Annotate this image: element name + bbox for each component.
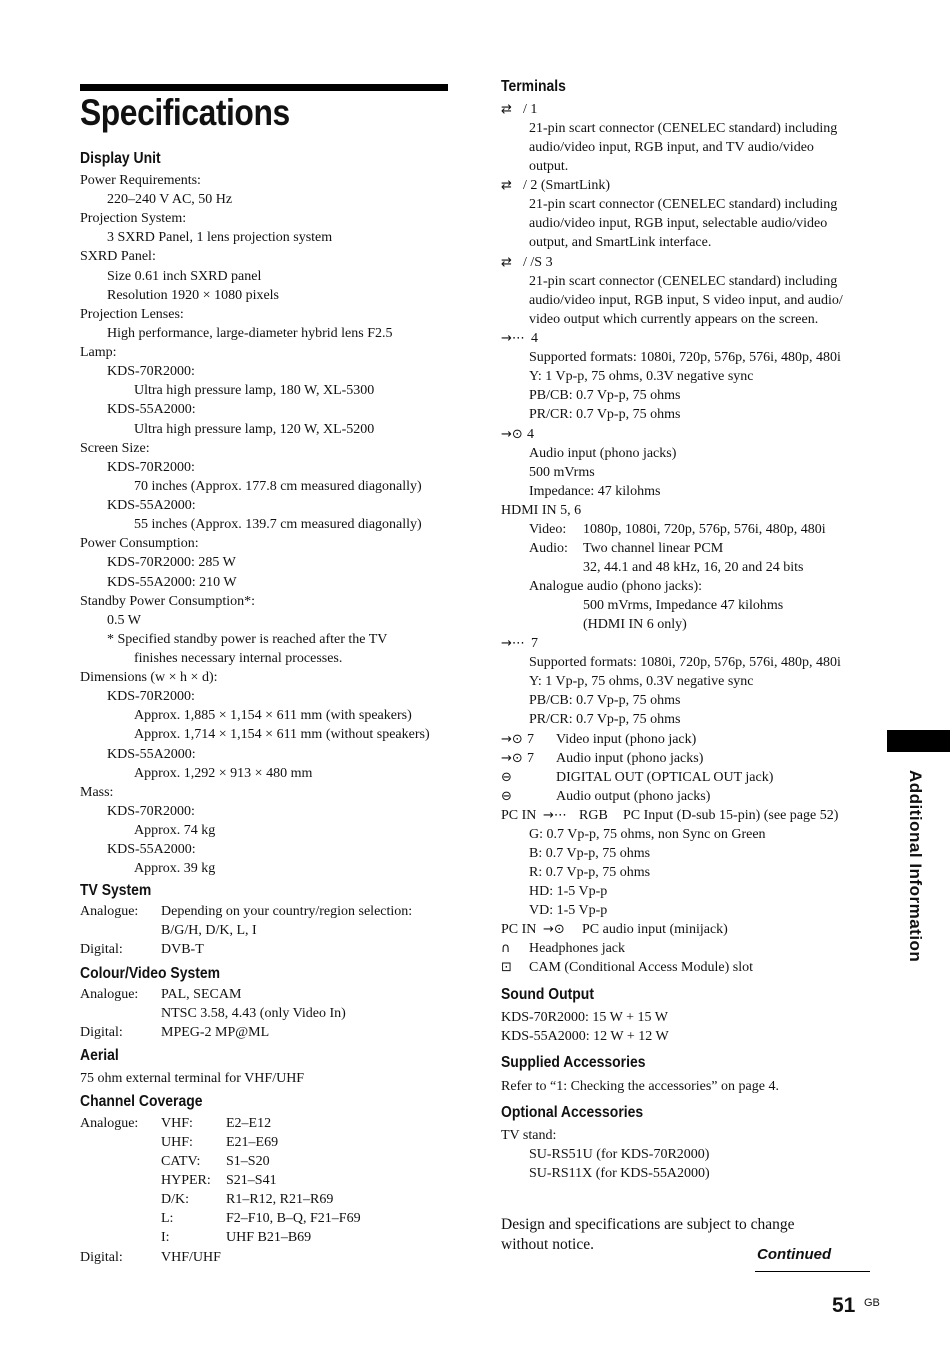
channel-band: HYPER: bbox=[161, 1173, 211, 1188]
pc-spec-line: R: 0.7 Vp-p, 75 ohms bbox=[529, 865, 651, 880]
heading-display-unit: Display Unit bbox=[80, 150, 161, 167]
scart-2-label: / 2 (SmartLink) bbox=[523, 178, 611, 193]
cv-analogue-value: PAL, SECAM bbox=[161, 987, 242, 1002]
spec-line: * Specified standby power is reached after the TV bbox=[107, 631, 388, 647]
spec-line: KDS-70R2000: bbox=[107, 364, 195, 380]
spec-line: 70 inches (Approx. 177.8 cm measured diagonally) bbox=[134, 478, 422, 494]
pc-audio-desc: PC audio input (minijack) bbox=[582, 922, 728, 937]
terminal-desc-line: 21-pin scart connector (CENELEC standard) including bbox=[529, 121, 838, 136]
spec-line: 3 SXRD Panel, 1 lens projection system bbox=[107, 230, 333, 246]
hdmi-video-value: 1080p, 1080i, 720p, 576p, 576i, 480p, 480i bbox=[583, 522, 826, 537]
scart-in-out-icon: ⇄ bbox=[501, 102, 512, 117]
spec-line: 0.5 W bbox=[107, 612, 141, 628]
spec-line: Resolution 1920 × 1080 pixels bbox=[107, 287, 280, 303]
channel-band: I: bbox=[161, 1230, 170, 1245]
spec-line: Size 0.61 inch SXRD panel bbox=[107, 268, 262, 284]
component-in-icon: →⋯ bbox=[501, 331, 525, 346]
terminal-desc-line: Y: 1 Vp-p, 75 ohms, 0.3V negative sync bbox=[529, 674, 754, 689]
heading-colour-video: Colour/Video System bbox=[80, 965, 221, 982]
channel-digital-label: Digital: bbox=[80, 1250, 123, 1265]
pc-rgb-desc: PC Input (D-sub 15-pin) (see page 52) bbox=[623, 808, 839, 823]
terminal-desc-line: audio/video input, RGB input, S video input, and audio/ bbox=[529, 293, 843, 308]
channel-range: S21–S41 bbox=[226, 1173, 277, 1188]
pc-audio-in-label: PC IN bbox=[501, 922, 537, 937]
pc-spec-line: HD: 1-5 Vp-p bbox=[529, 884, 608, 899]
hdmi-audio-value-2: 32, 44.1 and 48 kHz, 16, 20 and 24 bits bbox=[583, 560, 804, 575]
spec-line: KDS-70R2000: bbox=[107, 803, 195, 819]
page-suffix: GB bbox=[864, 1297, 880, 1309]
component-4-label: 4 bbox=[531, 331, 538, 346]
spec-line: KDS-55A2000: bbox=[107, 842, 196, 858]
scart-in-out-icon: ⇄ bbox=[501, 255, 512, 270]
supplied-text: Refer to “1: Checking the accessories” on page 4. bbox=[501, 1079, 779, 1094]
sidebar-tab bbox=[887, 730, 950, 752]
hdmi-analogue-value-2: (HDMI IN 6 only) bbox=[583, 617, 687, 632]
heading-channel-coverage: Channel Coverage bbox=[80, 1093, 203, 1110]
video-7-num: 7 bbox=[527, 732, 534, 747]
terminal-desc-line: Supported formats: 1080i, 720p, 576p, 576i, 480p, 480i bbox=[529, 655, 841, 670]
hdmi-audio-label: Audio: bbox=[529, 541, 568, 556]
cam-slot-icon: ⊡ bbox=[501, 960, 512, 975]
cv-analogue-label: Analogue: bbox=[80, 987, 139, 1002]
title-rule bbox=[80, 84, 448, 91]
terminal-desc-line: PR/CR: 0.7 Vp-p, 75 ohms bbox=[529, 712, 681, 727]
terminal-desc-line: 500 mVrms bbox=[529, 465, 595, 480]
channel-band: VHF: bbox=[161, 1116, 193, 1131]
spec-line: Ultra high pressure lamp, 120 W, XL-5200 bbox=[134, 421, 375, 437]
heading-tv-system: TV System bbox=[80, 882, 152, 899]
page-number: 51 bbox=[832, 1294, 856, 1317]
optional-line-3: SU-RS11X (for KDS-55A2000) bbox=[529, 1166, 710, 1181]
heading-aerial: Aerial bbox=[80, 1047, 119, 1064]
terminal-desc-line: PB/CB: 0.7 Vp-p, 75 ohms bbox=[529, 388, 681, 403]
audio-out-desc: Audio output (phono jacks) bbox=[556, 789, 711, 804]
heading-supplied-accessories: Supplied Accessories bbox=[501, 1054, 646, 1071]
hdmi-label: HDMI IN 5, 6 bbox=[501, 503, 582, 518]
spec-line: Approx. 1,292 × 913 × 480 mm bbox=[134, 765, 313, 781]
heading-optional-accessories: Optional Accessories bbox=[501, 1104, 644, 1121]
spec-line: 220–240 V AC, 50 Hz bbox=[107, 192, 233, 208]
pc-spec-line: G: 0.7 Vp-p, 75 ohms, non Sync on Green bbox=[529, 827, 766, 842]
channel-range: S1–S20 bbox=[226, 1154, 270, 1169]
terminal-desc-line: Y: 1 Vp-p, 75 ohms, 0.3V negative sync bbox=[529, 369, 754, 384]
audio-in-icon: →⊙ bbox=[501, 427, 523, 442]
spec-line: finishes necessary internal processes. bbox=[134, 651, 343, 666]
terminal-desc-line: Supported formats: 1080i, 720p, 576p, 576i, 480p, 480i bbox=[529, 350, 841, 365]
digital-out-desc: DIGITAL OUT (OPTICAL OUT jack) bbox=[556, 770, 774, 785]
terminal-desc-line: Audio input (phono jacks) bbox=[529, 446, 677, 461]
terminal-desc-line: PB/CB: 0.7 Vp-p, 75 ohms bbox=[529, 693, 681, 708]
scart-in-out-icon: ⇄ bbox=[501, 178, 512, 193]
component-in-icon: →⋯ bbox=[501, 636, 525, 651]
continued-label: Continued bbox=[757, 1246, 832, 1263]
channel-band: CATV: bbox=[161, 1154, 201, 1169]
audio-7-desc: Audio input (phono jacks) bbox=[556, 751, 704, 766]
hdmi-audio-value: Two channel linear PCM bbox=[583, 541, 724, 556]
scart-3-label: / /S 3 bbox=[523, 255, 553, 270]
spec-line: KDS-55A2000: 210 W bbox=[107, 574, 237, 590]
hdmi-video-label: Video: bbox=[529, 522, 567, 537]
pc-spec-line: B: 0.7 Vp-p, 75 ohms bbox=[529, 846, 651, 861]
channel-range: F2–F10, B–Q, F21–F69 bbox=[226, 1211, 361, 1226]
video-7-desc: Video input (phono jack) bbox=[556, 732, 697, 747]
design-note-1: Design and specifications are subject to change bbox=[501, 1216, 795, 1233]
spec-line: Ultra high pressure lamp, 180 W, XL-5300 bbox=[134, 383, 375, 399]
sound-line-2: KDS-55A2000: 12 W + 12 W bbox=[501, 1029, 669, 1044]
spec-line: Standby Power Consumption*: bbox=[80, 593, 256, 609]
video-in-icon: →⊙ bbox=[501, 732, 523, 747]
pc-rgb-icon: →⋯ bbox=[543, 808, 567, 823]
spec-line: Power Consumption: bbox=[80, 536, 199, 552]
design-note-2: without notice. bbox=[501, 1236, 594, 1253]
spec-line: Power Requirements: bbox=[80, 173, 201, 188]
optional-line-1: TV stand: bbox=[501, 1128, 557, 1143]
spec-line: Approx. 39 kg bbox=[134, 861, 216, 877]
cv-analogue-value-2: NTSC 3.58, 4.43 (only Video In) bbox=[161, 1006, 346, 1021]
spec-line: KDS-55A2000: bbox=[107, 498, 196, 514]
channel-digital-value: VHF/UHF bbox=[161, 1250, 221, 1265]
terminal-desc-line: PR/CR: 0.7 Vp-p, 75 ohms bbox=[529, 407, 681, 422]
spec-line: KDS-55A2000: bbox=[107, 402, 196, 418]
hdmi-analogue-value: 500 mVrms, Impedance 47 kilohms bbox=[583, 598, 784, 613]
terminal-desc-line: 21-pin scart connector (CENELEC standard) including bbox=[529, 197, 838, 212]
tv-digital-label: Digital: bbox=[80, 942, 123, 957]
spec-line: KDS-70R2000: bbox=[107, 459, 195, 475]
spec-line: Projection System: bbox=[80, 211, 187, 227]
channel-band: D/K: bbox=[161, 1192, 189, 1207]
spec-line: Lamp: bbox=[80, 345, 117, 361]
audio-out-icon: ⊖ bbox=[501, 789, 512, 804]
spec-line: SXRD Panel: bbox=[80, 249, 156, 265]
spec-line: High performance, large-diameter hybrid lens F2.5 bbox=[107, 325, 393, 341]
spec-line: Projection Lenses: bbox=[80, 306, 184, 322]
channel-range: R1–R12, R21–R69 bbox=[226, 1192, 334, 1207]
spec-line: Approx. 1,714 × 1,154 × 611 mm (without speakers) bbox=[134, 727, 430, 743]
terminal-desc-line: audio/video input, RGB input, and TV audio/video bbox=[529, 140, 814, 155]
pc-rgb-label: RGB bbox=[579, 808, 608, 823]
pc-spec-line: VD: 1-5 Vp-p bbox=[529, 903, 608, 918]
component-7-label: 7 bbox=[531, 636, 538, 651]
spec-line: KDS-70R2000: bbox=[107, 689, 195, 705]
tv-analogue-value: Depending on your country/region selection: bbox=[161, 904, 413, 919]
cam-desc: CAM (Conditional Access Module) slot bbox=[529, 960, 753, 975]
terminal-desc-line: Impedance: 47 kilohms bbox=[529, 484, 661, 499]
hdmi-analogue-label: Analogue audio (phono jacks): bbox=[529, 579, 703, 594]
spec-line: Dimensions (w × h × d): bbox=[80, 670, 218, 686]
channel-band: UHF: bbox=[161, 1135, 193, 1150]
sound-line-1: KDS-70R2000: 15 W + 15 W bbox=[501, 1010, 668, 1025]
channel-range: E21–E69 bbox=[226, 1135, 279, 1150]
spec-line: Approx. 74 kg bbox=[134, 823, 216, 839]
headphones-desc: Headphones jack bbox=[529, 941, 626, 956]
audio-4-label: 4 bbox=[527, 427, 534, 442]
channel-band: L: bbox=[161, 1211, 174, 1226]
sidebar-label: Additional Information bbox=[906, 770, 925, 963]
page-title: Specifications bbox=[80, 92, 290, 133]
heading-terminals: Terminals bbox=[501, 78, 566, 95]
audio-in-icon: →⊙ bbox=[501, 751, 523, 766]
pc-in-label: PC IN bbox=[501, 808, 537, 823]
headphones-icon: ∩ bbox=[501, 941, 511, 956]
spec-line: Mass: bbox=[80, 784, 114, 800]
heading-sound-output: Sound Output bbox=[501, 986, 594, 1003]
tv-digital-value: DVB-T bbox=[161, 942, 204, 957]
terminal-desc-line: output, and SmartLink interface. bbox=[529, 235, 712, 250]
spec-line: KDS-55A2000: bbox=[107, 746, 196, 762]
tv-analogue-label: Analogue: bbox=[80, 904, 139, 919]
tv-analogue-value-2: B/G/H, D/K, L, I bbox=[161, 923, 257, 938]
cv-digital-label: Digital: bbox=[80, 1025, 123, 1040]
digital-out-icon: ⊖ bbox=[501, 770, 512, 785]
terminal-desc-line: video output which currently appears on the screen. bbox=[529, 312, 819, 327]
aerial-text: 75 ohm external terminal for VHF/UHF bbox=[80, 1071, 305, 1086]
pc-audio-icon: →⊙ bbox=[543, 922, 565, 937]
optional-line-2: SU-RS51U (for KDS-70R2000) bbox=[529, 1147, 710, 1162]
spec-line: 55 inches (Approx. 139.7 cm measured diagonally) bbox=[134, 517, 422, 533]
spec-line: KDS-70R2000: 285 W bbox=[107, 555, 236, 571]
continued-rule bbox=[755, 1271, 870, 1272]
terminal-desc-line: 21-pin scart connector (CENELEC standard) including bbox=[529, 274, 838, 289]
scart-1-label: / 1 bbox=[523, 102, 538, 117]
terminal-desc-line: output. bbox=[529, 159, 569, 174]
cv-digital-value: MPEG-2 MP@ML bbox=[161, 1025, 270, 1040]
audio-7-num: 7 bbox=[527, 751, 534, 766]
channel-analogue-label: Analogue: bbox=[80, 1116, 139, 1131]
spec-line: Approx. 1,885 × 1,154 × 611 mm (with speakers) bbox=[134, 708, 412, 724]
channel-range: UHF B21–B69 bbox=[226, 1230, 312, 1245]
terminal-desc-line: audio/video input, RGB input, selectable audio/video bbox=[529, 216, 828, 231]
spec-line: Screen Size: bbox=[80, 440, 150, 456]
channel-range: E2–E12 bbox=[226, 1116, 272, 1131]
